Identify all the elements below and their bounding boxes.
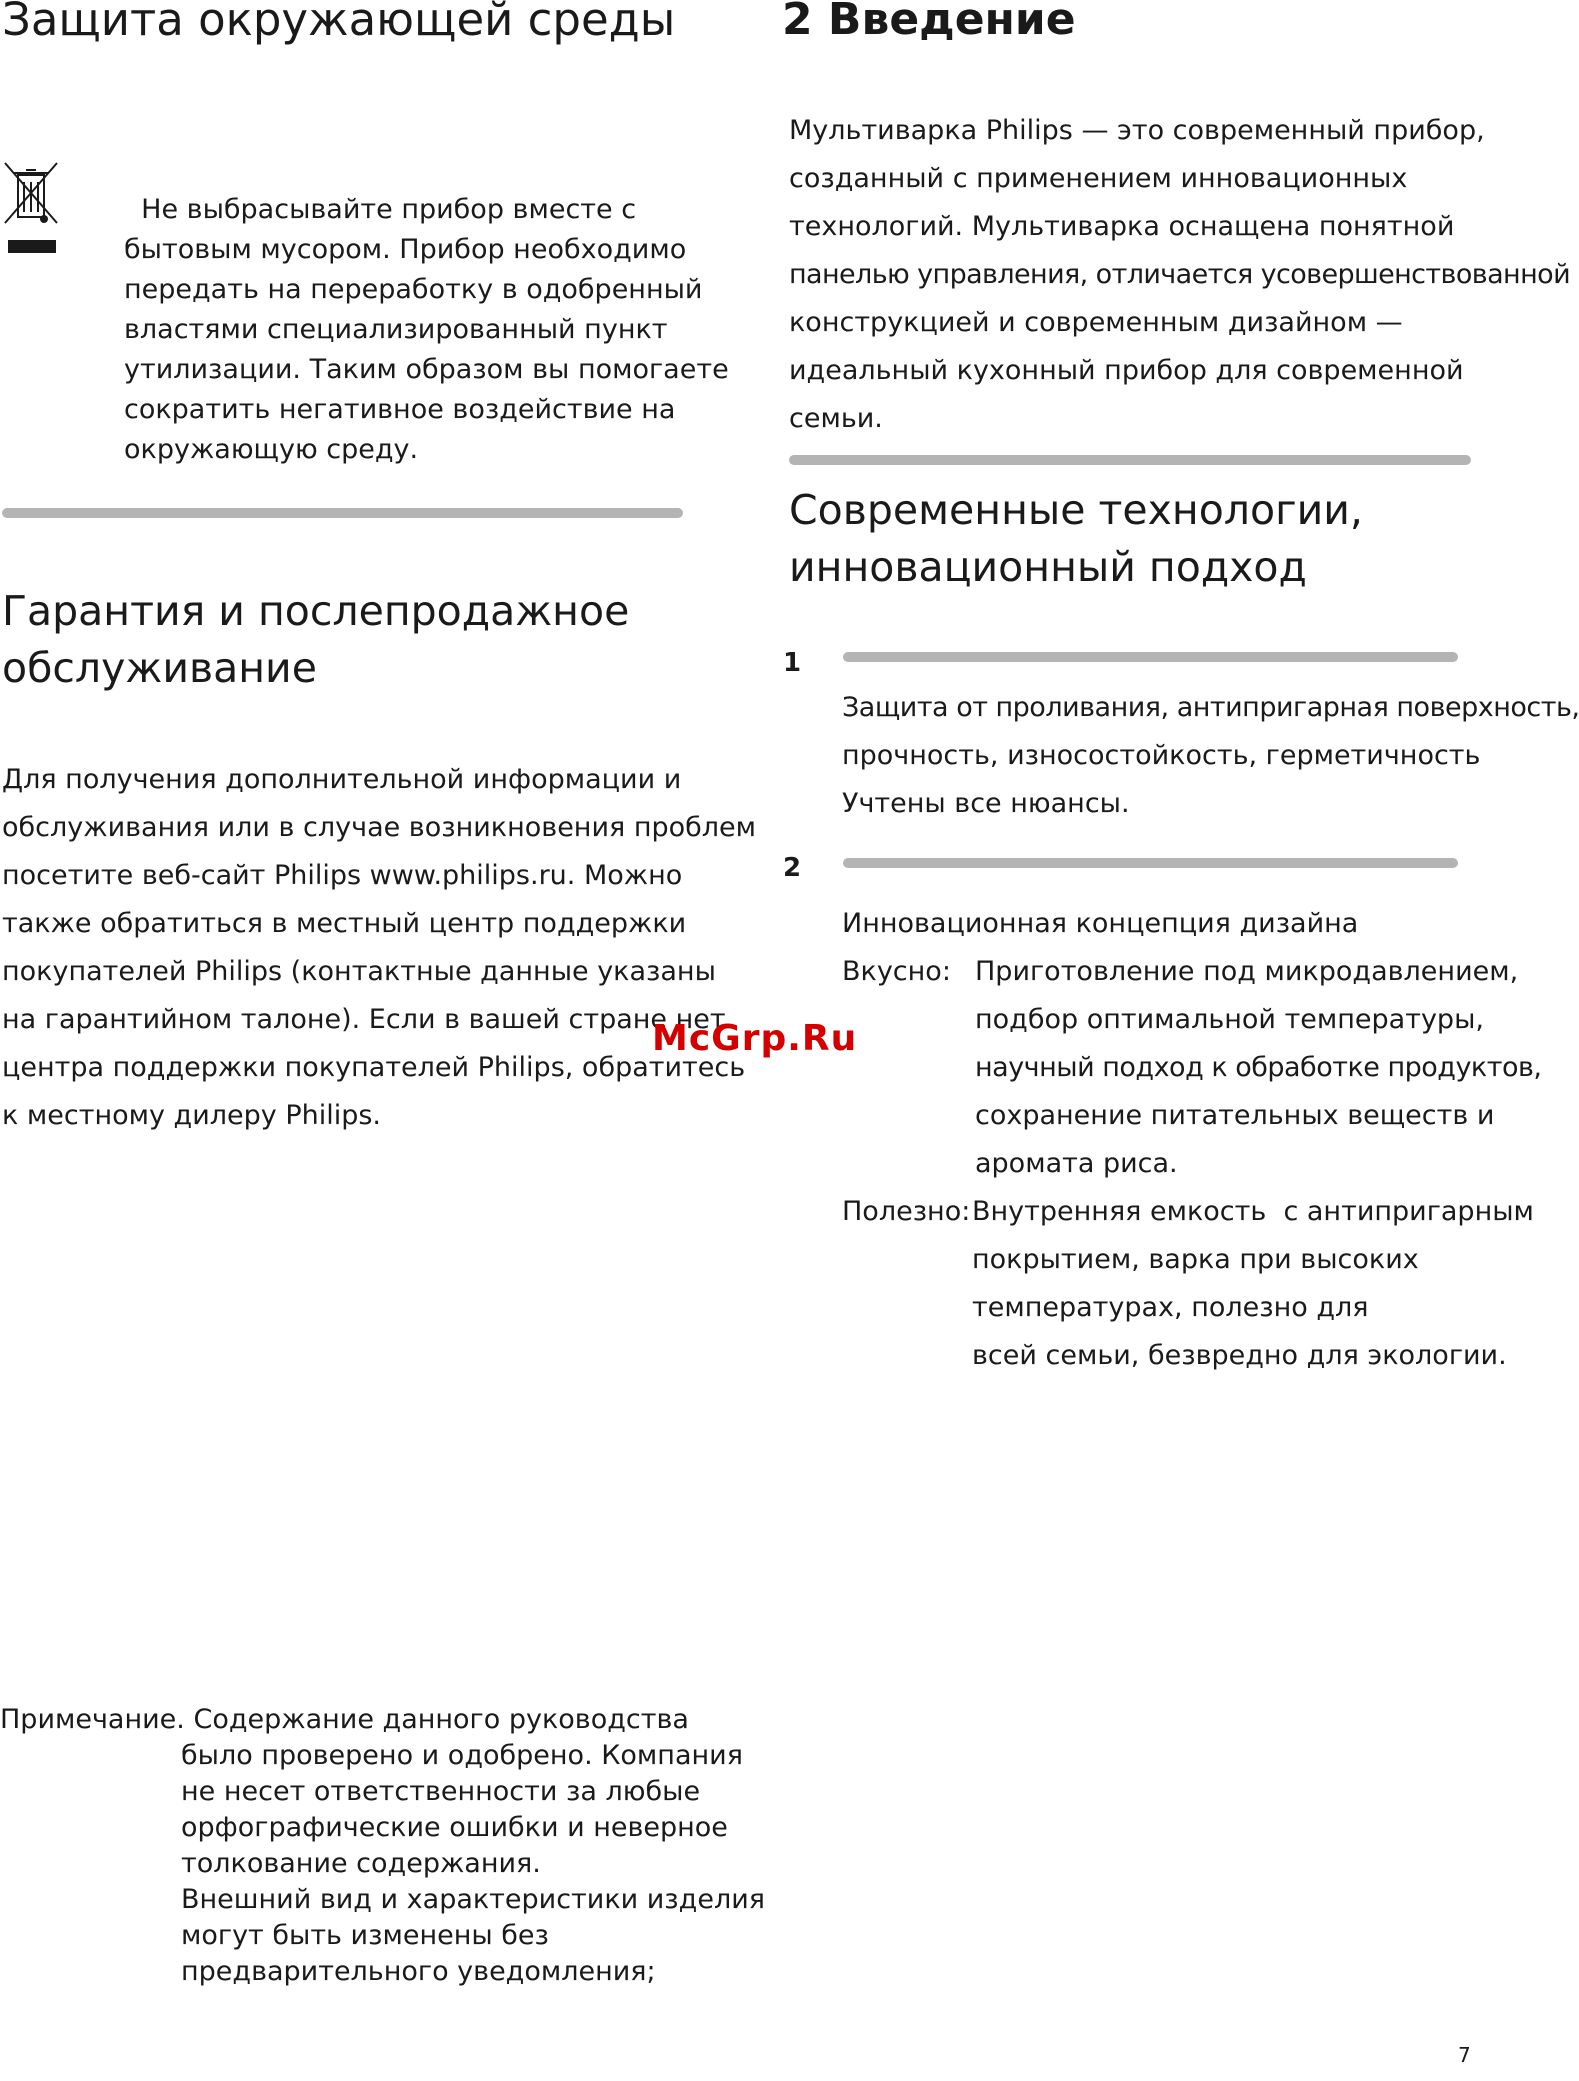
text-line: Внешний вид и характеристики изделия bbox=[181, 1884, 765, 1915]
text-line: научный подход к обработке продуктов, bbox=[975, 1052, 1542, 1083]
text-line: центра поддержки покупателей Philips, обратитесь bbox=[2, 1052, 746, 1083]
text-line: прочность, износостойкость, герметичность bbox=[842, 740, 1481, 771]
text-line: конструкцией и современным дизайном — bbox=[789, 307, 1403, 338]
text-line: покупателей Philips (контактные данные указаны bbox=[2, 956, 716, 987]
intro-text bbox=[789, 107, 1570, 443]
warranty-title bbox=[2, 583, 629, 697]
text-line: Не выбрасывайте прибор вместе с bbox=[124, 194, 637, 225]
text-line: передать на переработку в одобренный bbox=[124, 274, 703, 305]
note-text: Содержание данного руководства bbox=[193, 1704, 689, 1735]
page-number: 7 bbox=[1458, 2043, 1471, 2067]
text-line: покрытием, варка при высоких bbox=[972, 1244, 1419, 1275]
text-line: на гарантийном талоне). Если в вашей стране нет bbox=[2, 1004, 726, 1035]
text-line: обслуживания или в случае возникновения проблем bbox=[2, 812, 757, 843]
text-line: орфографические ошибки и неверное bbox=[181, 1812, 728, 1843]
item1-text bbox=[842, 684, 1579, 828]
text-line: не несет ответственности за любые bbox=[181, 1776, 701, 1807]
heading-line: инновационный подход bbox=[789, 543, 1307, 591]
tasty-text bbox=[975, 948, 1541, 1188]
note-text-block bbox=[181, 1738, 765, 1990]
text-line: сохранение питательных веществ и bbox=[975, 1100, 1495, 1131]
text-line: бытовым мусором. Прибор необходимо bbox=[124, 234, 687, 265]
note-label: Примечание. bbox=[0, 1704, 185, 1735]
item-number: 1 bbox=[783, 648, 802, 678]
text-line: технологий. Мультиварка оснащена понятной bbox=[789, 211, 1455, 242]
tasty-label: Вкусно: bbox=[842, 956, 951, 987]
section-divider bbox=[789, 455, 1471, 465]
text-line: семьи. bbox=[789, 403, 883, 434]
text-line: Учтены все нюансы. bbox=[842, 788, 1130, 819]
text-line: панелью управления, отличается усовершенствованной bbox=[789, 259, 1571, 290]
text-line: Внутренняя емкость с антипригарным bbox=[972, 1196, 1534, 1227]
text-line: Защита от проливания, антипригарная поверхность, bbox=[842, 692, 1579, 723]
watermark: McGrp.Ru bbox=[652, 1018, 858, 1059]
useful-label: Полезно: bbox=[842, 1196, 971, 1227]
heading-line: Гарантия и послепродажное bbox=[2, 587, 630, 635]
text-line: посетите веб-сайт Philips www.philips.ru. Можно bbox=[2, 860, 683, 891]
item-divider bbox=[843, 858, 1458, 868]
text-line: окружающую среду. bbox=[124, 434, 419, 465]
chapter-title: 2 Введение bbox=[782, 0, 1076, 45]
text-line: сократить негативное воздействие на bbox=[124, 394, 676, 425]
text-line: всей семьи, безвредно для экологии. bbox=[972, 1340, 1507, 1371]
environment-text bbox=[124, 190, 729, 470]
text-line: температурах, полезно для bbox=[972, 1292, 1369, 1323]
text-line: было проверено и одобрено. Компания bbox=[181, 1740, 743, 1771]
technology-title bbox=[789, 482, 1363, 596]
text-line: утилизации. Таким образом вы помогаете bbox=[124, 354, 729, 385]
note-first-line bbox=[0, 1702, 689, 1738]
text-line: могут быть изменены без bbox=[181, 1920, 549, 1951]
text-line: аромата риса. bbox=[975, 1148, 1178, 1179]
text-line: толкование содержания. bbox=[181, 1848, 541, 1879]
text-line: Для получения дополнительной информации и bbox=[2, 764, 682, 795]
text-line: подбор оптимальной температуры, bbox=[975, 1004, 1484, 1035]
warranty-text bbox=[2, 756, 756, 1140]
item2-heading: Инновационная концепция дизайна bbox=[842, 908, 1359, 939]
weee-bin-icon bbox=[2, 160, 60, 255]
text-line: идеальный кухонный прибор для современной bbox=[789, 355, 1464, 386]
heading-line: Современные технологии, bbox=[789, 486, 1363, 534]
text-line: Мультиварка Philips — это современный прибор, bbox=[789, 115, 1485, 146]
text-line: Приготовление под микродавлением, bbox=[975, 956, 1519, 987]
text-line: предварительного уведомления; bbox=[181, 1956, 656, 1987]
item-number: 2 bbox=[783, 853, 802, 883]
text-line: также обратиться в местный центр поддержки bbox=[2, 908, 687, 939]
text-line: созданный с применением инновационных bbox=[789, 163, 1408, 194]
useful-text bbox=[972, 1188, 1534, 1380]
section-divider bbox=[2, 508, 683, 518]
heading-line: обслуживание bbox=[2, 644, 317, 692]
text-line: к местному дилеру Philips. bbox=[2, 1100, 382, 1131]
environment-title: Защита окружающей среды bbox=[2, 0, 676, 46]
item-divider bbox=[843, 652, 1458, 662]
text-line: властями специализированный пункт bbox=[124, 314, 668, 345]
